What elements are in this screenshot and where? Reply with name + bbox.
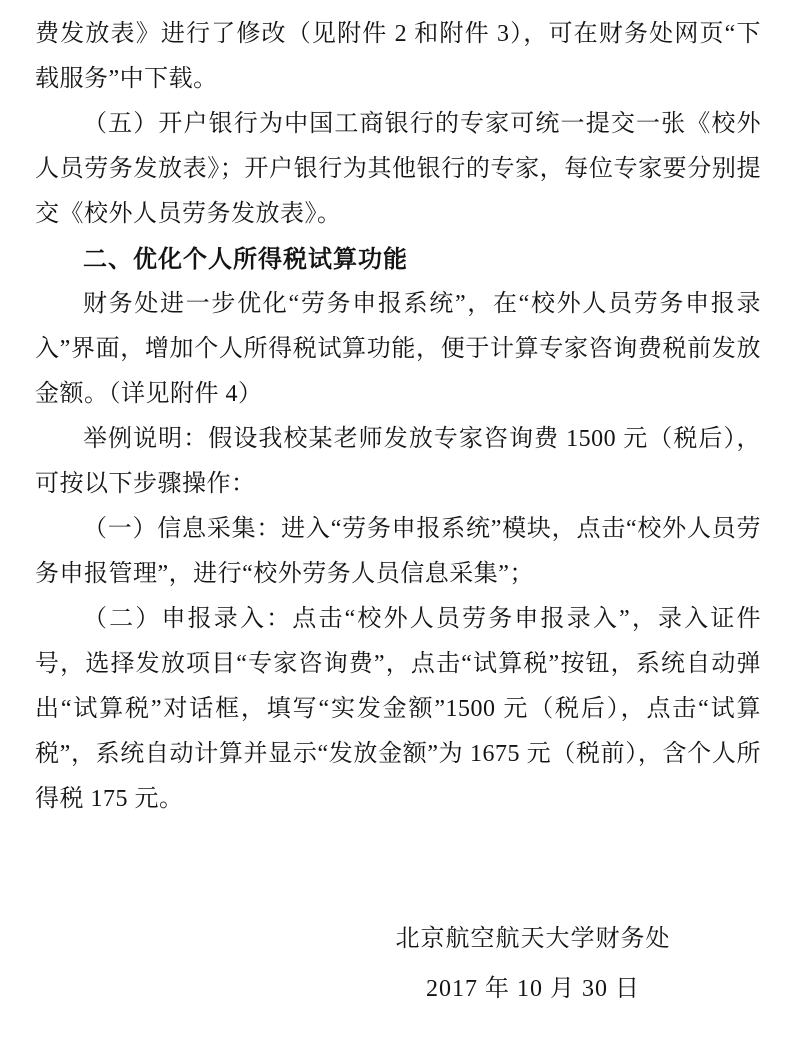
paragraph-item-five: （五）开户银行为中国工商银行的专家可统一提交一张《校外人员劳务发放表》；开户银行为其他银行的专家，每位专家要分别提交《校外人员劳务发放表》。	[35, 111, 761, 227]
paragraph-system-optimization: 财务处进一步优化“劳务申报系统”，在“校外人员劳务申报录入”界面，增加个人所得税试算功能，便于计算专家咨询费税前发放金额。（详见附件 4）	[35, 291, 761, 407]
signature-block	[383, 914, 683, 1014]
paragraph-step-two: （二）申报录入：点击“校外人员劳务申报录入”，录入证件号，选择发放项目“专家咨询费”，点击“试算税”按钮，系统自动弹出“试算税”对话框，填写“实发金额”1500 元（税后），点击“试算税”，系统自动计算并显示“发放金额”为 1675 元（税前），含个人所得税 175 元。	[35, 606, 761, 812]
signature-date: 2017 年 10 月 30 日	[426, 976, 640, 1002]
paragraph-example-intro: 举例说明：假设我校某老师发放专家咨询费 1500 元（税后），可按以下步骤操作：	[35, 426, 761, 497]
paragraph-continuation: 费发放表》进行了修改（见附件 2 和附件 3），可在财务处网页“下载服务”中下载。	[35, 21, 761, 92]
section-heading-two: 二、优化个人所得税试算功能	[83, 246, 408, 273]
signature-organization: 北京航空航天大学财务处	[395, 926, 671, 952]
paragraph-step-one: （一）信息采集：进入“劳务申报系统”模块，点击“校外人员劳务申报管理”，进行“校外劳务人员信息采集”；	[35, 516, 761, 587]
